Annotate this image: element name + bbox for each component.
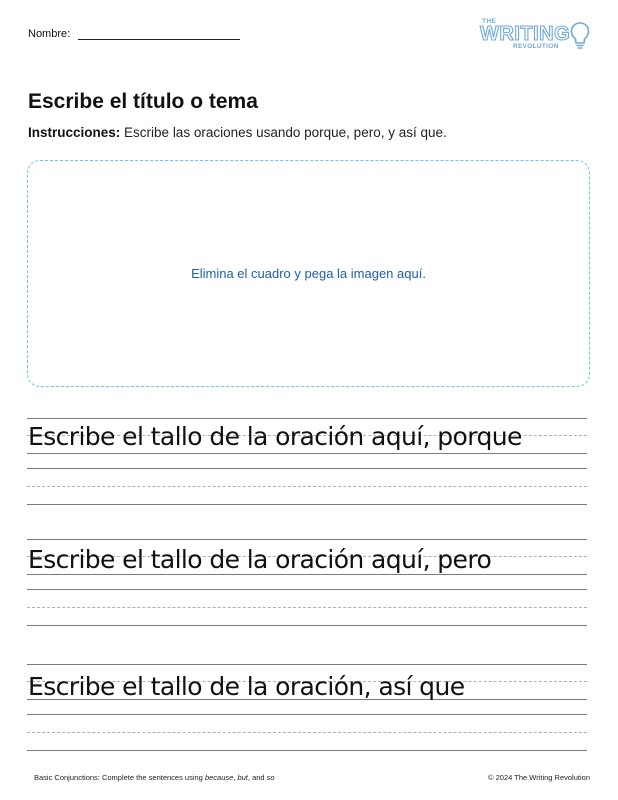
instructions-text: Escribe las oraciones usando porque, pero, y así que. [124, 125, 447, 140]
worksheet-title: Escribe el título o tema [28, 90, 258, 113]
footer-copyright: © 2024 The Writing Revolution [488, 773, 590, 782]
top-line [27, 418, 587, 419]
mid-dashed-line [27, 607, 587, 608]
logo-writing-text: WRITING [480, 23, 571, 45]
base-line [27, 453, 587, 454]
logo-revolution-text: REVOLUTION [513, 43, 559, 50]
instructions [28, 125, 447, 140]
footer-so: so [266, 773, 275, 782]
base-line [27, 504, 587, 505]
lightbulb-icon [570, 21, 590, 51]
sentence-stem-porque: Escribe el tallo de la oración aquí, porque [28, 422, 522, 451]
name-field[interactable] [78, 28, 240, 40]
instructions-label: Instrucciones: [28, 125, 121, 140]
image-placeholder-box[interactable] [27, 160, 590, 387]
base-line [27, 625, 587, 626]
sentence-stem-pero: Escribe el tallo de la oración aquí, pero [28, 545, 492, 574]
footer-separator: , [233, 773, 238, 782]
writing-block-1[interactable] [27, 418, 587, 508]
mid-dashed-line [27, 486, 587, 487]
footer-separator: , and [247, 773, 267, 782]
top-line [27, 539, 587, 540]
sentence-stem-asi-que: Escribe el tallo de la oración, así que [28, 672, 465, 701]
bottom-line [27, 468, 587, 469]
footer-because: because [204, 773, 234, 782]
image-placeholder-text: Elimina el cuadro y pega la imagen aquí. [191, 266, 426, 281]
logo-the-text: THE [482, 18, 497, 25]
footer-but: but [237, 773, 248, 782]
bottom-line [27, 589, 587, 590]
writing-revolution-logo [478, 18, 590, 54]
name-label: Nombre: [28, 28, 71, 40]
bottom-line [27, 714, 587, 715]
base-line [27, 574, 587, 575]
footer-description [34, 773, 275, 782]
name-field-row [28, 28, 240, 40]
writing-block-3[interactable] [27, 664, 587, 754]
footer-prefix: Basic Conjunctions: Complete the sentences using [34, 773, 205, 782]
writing-block-2[interactable] [27, 539, 587, 629]
base-line [27, 750, 587, 751]
top-line [27, 664, 587, 665]
mid-dashed-line [27, 732, 587, 733]
